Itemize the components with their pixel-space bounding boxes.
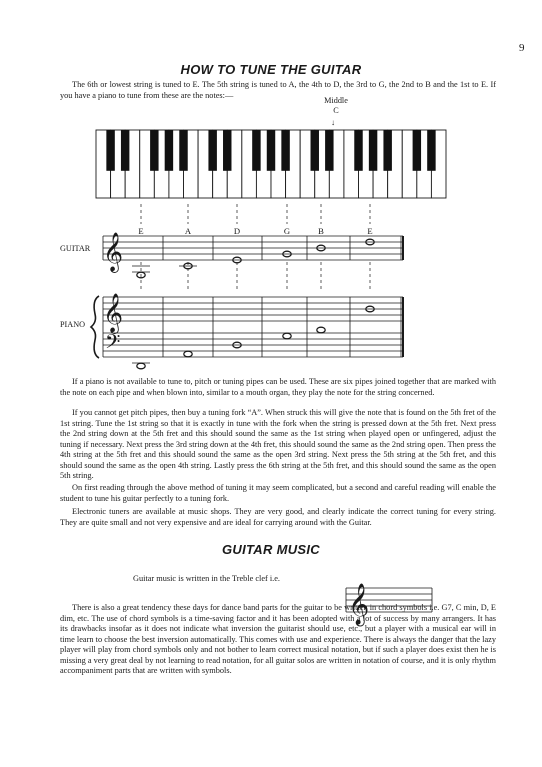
black-key <box>121 130 129 171</box>
black-key <box>106 130 114 171</box>
piano-keyboard <box>96 130 446 198</box>
piano-grand-staff <box>103 297 403 357</box>
section-title-guitar-music: GUITAR MUSIC <box>222 542 320 557</box>
clef-caption: Guitar music is written in the Treble clef i.e. <box>133 574 281 583</box>
black-key <box>354 130 362 171</box>
section-title-tuning: HOW TO TUNE THE GUITAR <box>180 62 362 77</box>
tuning-fork-paragraph: If you cannot get pitch pipes, then buy a tuning fork “A”. When struck this will give the note that is found on the 5th fret of the 1st string. Tune the 1st string so that it is exactly in tune with the fork when the string is pressed down at the 5th fret. Next press the 2nd string down at the 5th fret and this should sound the same as the 1st string when played open or unfingered, adjust the tuning if necessary. Next press the 3rd string down at the 4th fret, this should sound the same as the 2nd string open. Then press the 4th string at the 5th fret and this should sound the same as the open 3rd string. Next press the 5th string at the 5th fret, and this should sound the same as the open 4th string. Lastly press the 6th string at the 5th fret, and this should sound the same as the open 5th string. <box>60 408 496 480</box>
black-key <box>267 130 275 171</box>
treble-clef-icon: 𝄞 <box>348 584 370 625</box>
black-key <box>150 130 158 171</box>
black-key <box>252 130 260 171</box>
black-key <box>179 130 187 171</box>
piano-note-g <box>283 333 291 339</box>
guitar-staff <box>103 236 403 260</box>
black-key <box>223 130 231 171</box>
piano-note-e-low <box>132 363 150 369</box>
down-arrow-icon: ↓ <box>331 118 335 127</box>
black-key <box>311 130 319 171</box>
note-name-d: D <box>233 226 241 236</box>
black-key <box>369 130 377 171</box>
careful-reading-paragraph: On first reading through the above method of tuning it may seem complicated, but a second and careful reading will enable the student to tune his guitar perfectly to a tuning fork. <box>60 483 496 503</box>
electronic-tuners-paragraph: Electronic tuners are available at music shops. They are very good, and clearly indicate the correct tuning for every string. They are quite small and not very expensive and are ideal for carrying around with the Guitar. <box>60 507 496 527</box>
note-name-g: G <box>283 226 291 236</box>
black-key <box>208 130 216 171</box>
black-key <box>413 130 421 171</box>
piano-note-b <box>317 327 325 333</box>
note-name-e-low: E <box>138 226 144 236</box>
piano-note-a <box>184 351 192 357</box>
black-key <box>383 130 391 171</box>
intro-paragraph: The 6th or lowest string is tuned to E. The 5th string is tuned to A, the 4th to D, the 3rd to G, the 2nd to B and the 1st to E. If you have a piano to tune from these are the notes:— <box>60 80 496 100</box>
page-number: 9 <box>519 42 525 54</box>
pitch-pipes-paragraph: If a piano is not available to tune to, pitch or tuning pipes can be used. These are six pipes joined together that are marked with the note on each pipe and when blown into, similar to a mouth organ, they play the note for the string concerned. <box>60 377 496 397</box>
piano-staff-label: PIANO <box>60 320 86 329</box>
black-key <box>325 130 333 171</box>
note-name-e-high: E <box>367 226 373 236</box>
black-key <box>427 130 435 171</box>
chord-symbols-paragraph: There is also a great tendency these days for dance band parts for the guitar to be written in chord symbols i.e. G7, C min, D, E dim, etc. The use of chord symbols is a time-saving factor and it has been adopted with a lot of success by many arrangers. It has its drawbacks insofar as it does not indicate what inversion the guitarist should use, etc., but a player with a musical ear will in time learn to choose the best inversion automatically. This comes with use and experience. There is always the danger that the lazy player will play from chord symbols only and not bother to learn correct musical notation, but if such a player does exist then he is missing a very great deal by not learning to read notation, for all guitar solos are written in notation of course, and it is only rhythm accompaniment parts that are written with symbols. <box>60 603 496 675</box>
note-name-b: B <box>318 226 324 236</box>
treble-clef-icon: 𝄞 <box>103 293 124 333</box>
middle-c-label: Middle C <box>324 96 348 115</box>
black-key <box>281 130 289 171</box>
brace-icon <box>91 296 99 358</box>
note-name-a: A <box>184 226 192 236</box>
treble-clef-icon: 𝄞 <box>103 232 124 272</box>
black-key <box>165 130 173 171</box>
bass-clef-icon: 𝄢 <box>105 330 121 358</box>
guitar-staff-label: GUITAR <box>60 244 91 253</box>
